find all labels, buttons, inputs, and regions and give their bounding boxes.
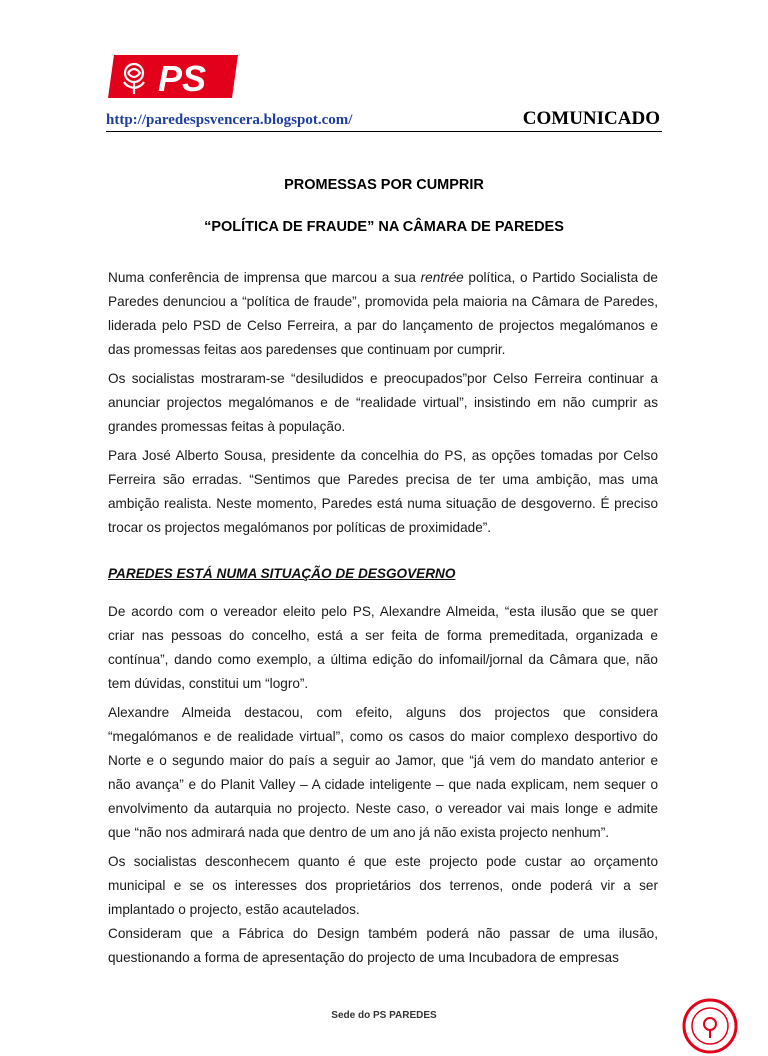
document-subtitle: “POLÍTICA DE FRAUDE” NA CÂMARA DE PAREDES	[204, 219, 564, 235]
paragraph-2: Os socialistas mostraram-se “desiludidos e preocupados”por Celso Ferreira continuar a anunciar projectos megalómanos e de “realidade virtual”, insistindo em não cumprir as grandes promessas feitas à população.	[108, 371, 658, 434]
blog-url-link[interactable]: http://paredespsvencera.blogspot.com/	[106, 112, 353, 128]
paragraph-1: Numa conferência de imprensa que marcou a sua rentrée política, o Partido Socialista de Paredes denunciou a “política de fraude”, promovida pela maioria na Câmara de Paredes, liderada pelo PSD de Celso Ferreira, a par do lançamento de projectos megalómanos e das promessas feitas aos paredenses que continuam por cumprir.	[108, 270, 658, 357]
footer-address: Sede do PS PAREDES	[331, 1010, 437, 1021]
document-body	[108, 266, 658, 975]
paragraph-5: Alexandre Almeida destacou, com efeito, alguns dos projectos que considera “megalómanos e de realidade virtual”, como os casos do maior complexo desportivo do Norte e o segundo maior do país a seguir ao Jamor, que “já vem do mandato anterior e não avança” e do Planit Valley – A cidade inteligente – que nada explicam, nem sequer o envolvimento da autarquia no projecto. Neste caso, o vereador vai mais longe e admite que “não nos admirará nada que dentro de um ano já não exista projecto nenhum”.	[108, 705, 658, 840]
document-label: COMUNICADO	[522, 108, 660, 129]
logo-text: PS	[158, 58, 207, 99]
party-seal-icon	[680, 996, 740, 1056]
paragraph-6: Os socialistas desconhecem quanto é que este projecto pode custar ao orçamento municipal e se os interesses dos proprietários dos terrenos, onde poderá vir a ser implantado o projecto, estão acautelados.	[108, 854, 658, 917]
paragraph-3: Para José Alberto Sousa, presidente da concelhia do PS, as opções tomadas por Celso Ferreira são erradas. “Sentimos que Paredes precisa de ter uma ambição, mas uma ambição realista. Neste momento, Paredes está numa situação de desgoverno. É preciso trocar os projectos megalómanos por políticas de proximidade”.	[108, 448, 658, 535]
paragraph-4: De acordo com o vereador eleito pelo PS, Alexandre Almeida, “esta ilusão que se quer criar nas pessoas do concelho, está a ser feita de forma premeditada, organizada e contínua”, dando como exemplo, a última edição do infomail/jornal da Câmara que, não tem dúvidas, constitui um “logro”.	[108, 604, 658, 691]
paragraph-1-emphasis: rentrée	[420, 270, 464, 285]
ps-logo	[106, 53, 240, 100]
header-divider	[106, 131, 662, 132]
paragraph-7: Consideram que a Fábrica do Design também poderá não passar de uma ilusão, questionando a forma de apresentação do projecto de uma Incubadora de empresas	[108, 926, 658, 965]
section-heading: PAREDES ESTÁ NUMA SITUAÇÃO DE DESGOVERNO	[108, 566, 456, 581]
document-title: PROMESSAS POR CUMPRIR	[284, 177, 484, 193]
